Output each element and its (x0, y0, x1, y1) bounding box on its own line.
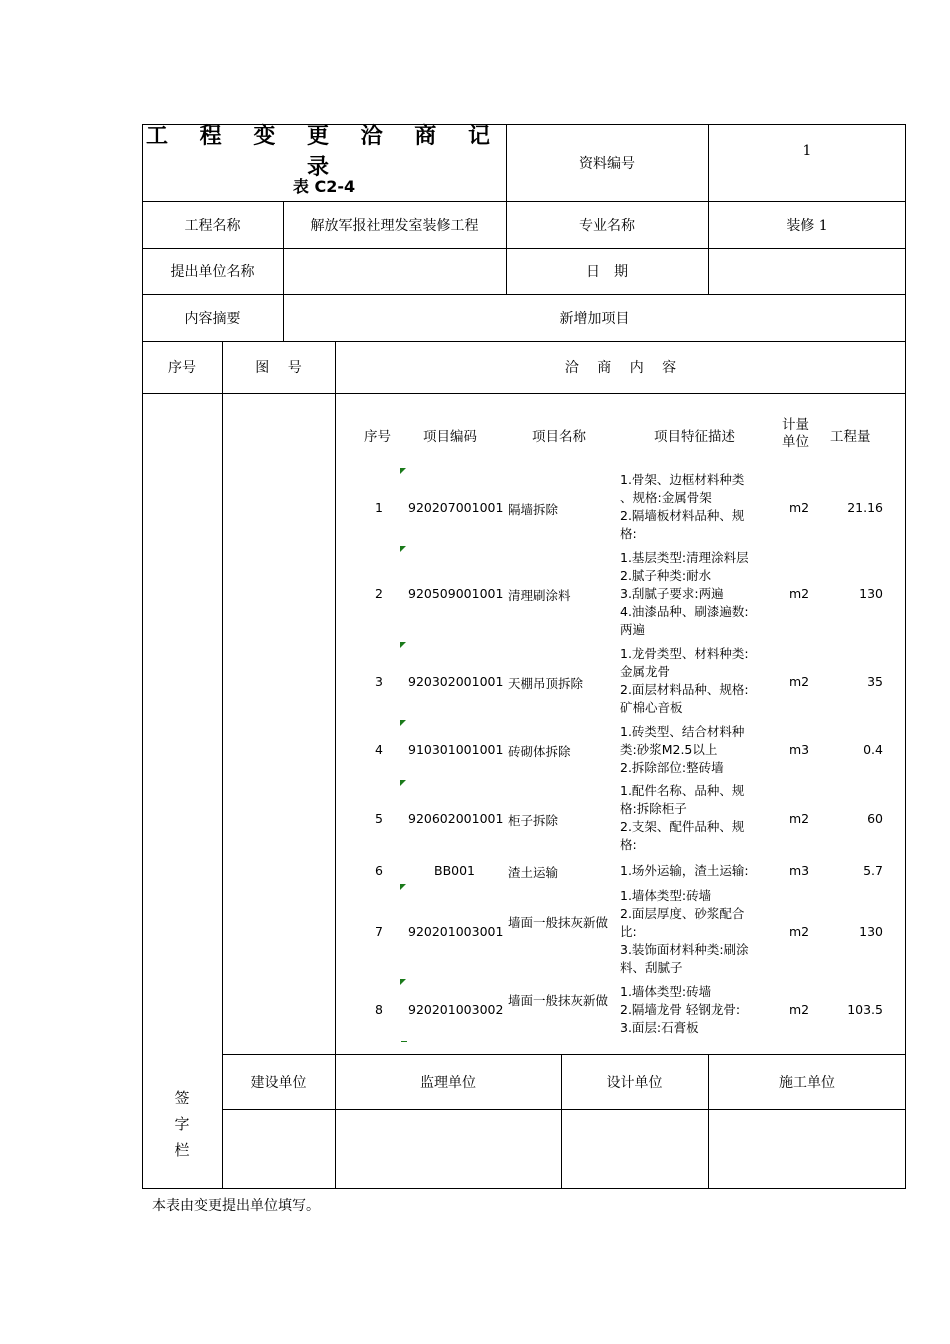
footer-note: 本表由变更提出单位填写。 (152, 1198, 320, 1214)
item-desc: 1.砖类型、结合材料种 类:砂浆M2.5以上 2.拆除部位:整砖墙 (620, 724, 745, 775)
item-unit: m2 (789, 674, 810, 689)
item-qty: 21.16 (847, 500, 883, 515)
item-qty: 60 (867, 811, 883, 826)
items-code-header: 项目编码 (423, 429, 477, 445)
specialty-value: 装修 1 (786, 217, 828, 234)
row-marker-icon (400, 546, 406, 552)
item-name: 清理刷涂料 (508, 588, 571, 603)
item-unit: m3 (789, 742, 810, 757)
item-desc: 1.基层类型:清理涂料层 2.腻子种类:耐水 3.刮腻子要求:两遍 4.油漆品种、刷漆遍数: 两遍 (620, 550, 749, 637)
item-qty: 103.5 (847, 1002, 883, 1017)
content-drawing-header: 图 号 (255, 360, 302, 376)
item-qty: 130 (859, 586, 883, 601)
item-code: 920509001001 (408, 586, 504, 601)
item-seq: 1 (375, 500, 383, 515)
summary-value: 新增加项目 (559, 310, 630, 327)
item-code: 920207001001 (408, 500, 504, 515)
project-name-value: 解放军报社理发室装修工程 (310, 217, 479, 234)
item-desc: 1.墙体类型:砖墙 2.面层厚度、砂浆配合 比: 3.装饰面材料种类:刷涂 料、刮腻子 (620, 888, 749, 975)
item-code: 920201003001 (408, 924, 504, 939)
item-code: 920602001001 (408, 811, 504, 826)
row-marker-icon (400, 979, 406, 985)
item-desc: 1.墙体类型:砖墙 2.隔墙龙骨 轻钢龙骨: 3.面层:石膏板 (620, 984, 741, 1035)
contractor-signature-area[interactable] (709, 1110, 905, 1188)
proposer-label: 提出单位名称 (170, 264, 255, 280)
design-signature-area[interactable] (562, 1110, 707, 1188)
contractor-unit-label: 施工单位 (779, 1074, 835, 1091)
item-seq: 4 (375, 742, 383, 757)
row-end-marker (401, 1041, 407, 1042)
design-unit-label: 设计单位 (606, 1074, 663, 1091)
item-seq: 7 (375, 924, 383, 939)
row-marker-icon (400, 884, 406, 890)
item-desc: 1.场外运输，渣土运输: (620, 863, 749, 878)
row-line-5 (142, 393, 906, 394)
doc-no-value: 1 (802, 143, 812, 159)
content-body-header: 洽 商 内 容 (564, 360, 677, 376)
item-qty: 0.4 (863, 742, 883, 757)
form-title: 工 程 变 更 洽 商 记 录 (146, 124, 502, 180)
summary-label: 内容摘要 (184, 310, 241, 327)
item-code: 920201003002 (408, 1002, 504, 1017)
row-marker-icon (400, 780, 406, 786)
doc-no-label: 资料编号 (579, 155, 635, 172)
item-code: 910301001001 (408, 742, 504, 757)
item-seq: 5 (375, 811, 383, 826)
specialty-label: 专业名称 (579, 217, 635, 234)
items-unit-header: 计量单位 (782, 417, 809, 450)
supervision-unit-label: 监理单位 (420, 1074, 476, 1091)
item-seq: 2 (375, 586, 383, 601)
item-name: 墙面一般抹灰新做 (508, 915, 609, 930)
item-seq: 8 (375, 1002, 383, 1017)
item-name: 墙面一般抹灰新做 (508, 993, 609, 1008)
item-desc: 1.骨架、边框材料种类 、规格:金属骨架 2.隔墙板材料品种、规 格: (620, 472, 745, 541)
project-name-label: 工程名称 (184, 217, 241, 234)
item-desc: 1.龙骨类型、材料种类: 金属龙骨 2.面层材料品种、规格: 矿棉心音板 (620, 646, 749, 715)
item-name: 渣土运输 (508, 865, 559, 880)
item-unit: m2 (789, 586, 810, 601)
row-marker-icon (400, 468, 406, 474)
item-name: 柜子拆除 (508, 813, 559, 828)
item-unit: m2 (789, 811, 810, 826)
items-name-header: 项目名称 (532, 429, 586, 445)
item-unit: m2 (789, 924, 810, 939)
item-seq: 3 (375, 674, 383, 689)
content-seq-header: 序号 (168, 360, 196, 376)
row-marker-icon (400, 642, 406, 648)
items-desc-header: 项目特征描述 (654, 429, 735, 445)
construction-unit-label: 建设单位 (250, 1074, 307, 1091)
items-seq-header: 序号 (364, 429, 391, 445)
item-seq: 6 (375, 863, 383, 878)
proposer-value (283, 248, 506, 294)
item-code: 920302001001 (408, 674, 504, 689)
item-qty: 130 (859, 924, 883, 939)
signature-label: 签 字 栏 (174, 1089, 190, 1159)
item-name: 砖砌体拆除 (508, 744, 571, 759)
items-qty-header: 工程量 (830, 429, 871, 445)
item-desc: 1.配件名称、品种、规 格:拆除柜子 2.支架、配件品种、规 格: (620, 783, 745, 852)
item-unit: m3 (789, 863, 810, 878)
supervision-signature-area[interactable] (336, 1110, 560, 1188)
item-qty: 5.7 (863, 863, 883, 878)
item-name: 隔墙拆除 (508, 502, 559, 517)
item-name: 天棚吊顶拆除 (508, 676, 584, 691)
date-value (708, 248, 906, 294)
item-code: BB001 (434, 863, 476, 878)
row-marker-icon (400, 720, 406, 726)
date-label: 日 期 (586, 264, 628, 280)
construction-signature-area[interactable] (223, 1110, 334, 1188)
form-number: 表 C2-4 (292, 176, 356, 196)
item-unit: m2 (789, 500, 810, 515)
item-qty: 35 (867, 674, 883, 689)
item-unit: m2 (789, 1002, 810, 1017)
